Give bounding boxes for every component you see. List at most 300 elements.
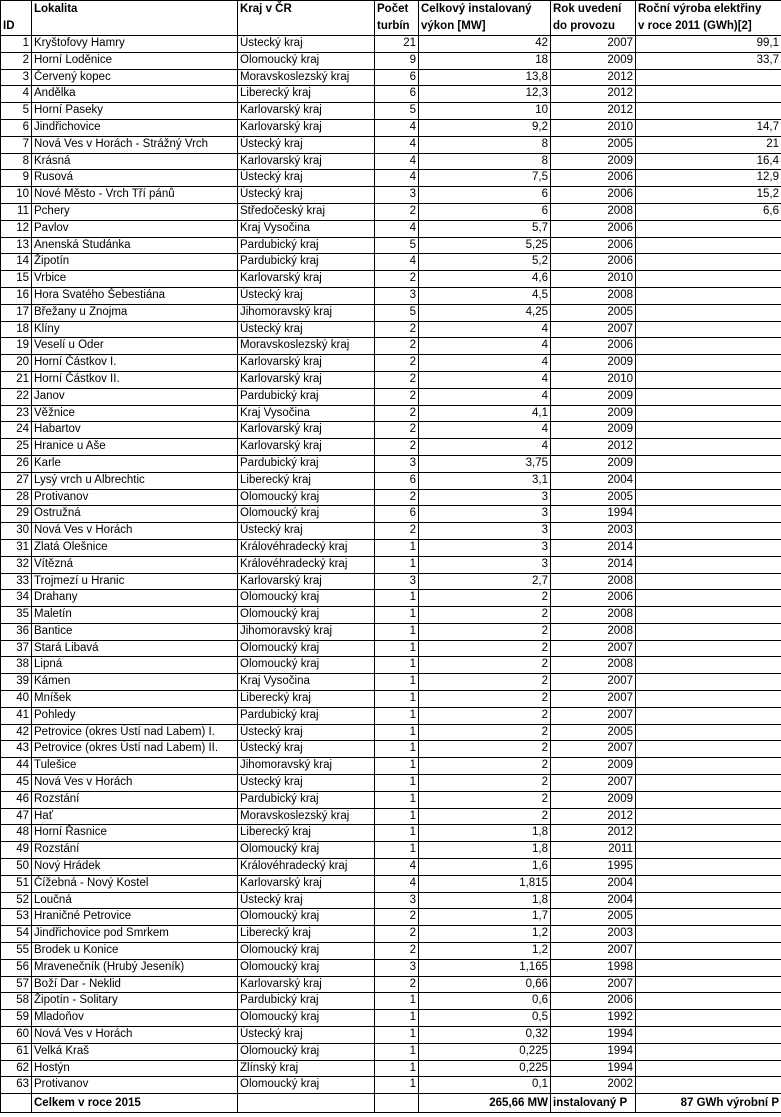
cell-lokalita: Ostružná [32, 506, 238, 523]
footer-vykon-total: 265,66 MW [419, 1094, 551, 1113]
cell-vyroba [636, 590, 781, 607]
cell-rok: 2014 [551, 539, 636, 556]
cell-pocet: 1 [375, 825, 419, 842]
cell-lokalita: Pohledy [32, 707, 238, 724]
cell-id: 16 [1, 287, 32, 304]
cell-vykon: 4 [419, 355, 551, 372]
cell-vykon: 1,2 [419, 926, 551, 943]
cell-vyroba: 14,7 [636, 119, 781, 136]
cell-kraj: Olomoucký kraj [238, 1077, 375, 1094]
cell-id: 14 [1, 254, 32, 271]
cell-lokalita: Jindřichovice pod Smrkem [32, 926, 238, 943]
cell-pocet: 1 [375, 640, 419, 657]
cell-rok: 2012 [551, 825, 636, 842]
cell-rok: 2011 [551, 842, 636, 859]
cell-vyroba [636, 455, 781, 472]
cell-pocet: 2 [375, 422, 419, 439]
cell-rok: 1994 [551, 1043, 636, 1060]
cell-vyroba [636, 539, 781, 556]
cell-pocet: 4 [375, 220, 419, 237]
table-row [1, 86, 781, 103]
table-row [1, 103, 781, 120]
cell-lokalita: Mníšek [32, 691, 238, 708]
cell-vyroba: 21 [636, 136, 781, 153]
cell-pocet: 6 [375, 472, 419, 489]
footer-row [1, 1094, 781, 1113]
table-row [1, 287, 781, 304]
cell-rok: 2009 [551, 422, 636, 439]
cell-lokalita: Protivanov [32, 1077, 238, 1094]
cell-vykon: 2 [419, 657, 551, 674]
cell-rok: 1998 [551, 959, 636, 976]
cell-pocet: 1 [375, 808, 419, 825]
cell-kraj: Liberecký kraj [238, 691, 375, 708]
cell-id: 40 [1, 691, 32, 708]
cell-kraj: Jihomoravský kraj [238, 304, 375, 321]
cell-lokalita: Horní Paseky [32, 103, 238, 120]
cell-id: 28 [1, 489, 32, 506]
cell-vyroba [636, 640, 781, 657]
cell-vykon: 3,75 [419, 455, 551, 472]
cell-rok: 2004 [551, 472, 636, 489]
cell-lokalita: Žipotín [32, 254, 238, 271]
cell-pocet: 2 [375, 388, 419, 405]
cell-rok: 1994 [551, 1060, 636, 1077]
cell-rok: 2006 [551, 237, 636, 254]
cell-lokalita: Čížebná - Nový Kostel [32, 875, 238, 892]
header-vykon-line2: výkon [MW] [419, 18, 551, 36]
cell-vyroba [636, 573, 781, 590]
cell-kraj: Ústecký kraj [238, 170, 375, 187]
cell-vyroba [636, 506, 781, 523]
cell-lokalita: Maletín [32, 607, 238, 624]
cell-vyroba [636, 69, 781, 86]
cell-id: 54 [1, 926, 32, 943]
cell-rok: 2007 [551, 707, 636, 724]
cell-kraj: Moravskoslezský kraj [238, 808, 375, 825]
cell-vyroba [636, 237, 781, 254]
cell-id: 20 [1, 355, 32, 372]
cell-kraj: Kraj Vysočina [238, 674, 375, 691]
cell-pocet: 1 [375, 724, 419, 741]
cell-vyroba [636, 355, 781, 372]
cell-kraj: Liberecký kraj [238, 86, 375, 103]
cell-id: 37 [1, 640, 32, 657]
cell-vykon: 2 [419, 674, 551, 691]
cell-vykon: 0,66 [419, 976, 551, 993]
cell-kraj: Královéhradecký kraj [238, 539, 375, 556]
cell-kraj: Olomoucký kraj [238, 909, 375, 926]
header-lokalita: Lokalita [32, 1, 238, 19]
table-row [1, 842, 781, 859]
cell-vyroba [636, 86, 781, 103]
cell-kraj: Karlovarský kraj [238, 439, 375, 456]
table-row [1, 775, 781, 792]
table-row [1, 556, 781, 573]
cell-vykon: 1,7 [419, 909, 551, 926]
cell-vykon: 2 [419, 758, 551, 775]
cell-lokalita: Hranice u Aše [32, 439, 238, 456]
header-kraj-blank [238, 18, 375, 36]
cell-kraj: Karlovarský kraj [238, 271, 375, 288]
cell-vyroba [636, 623, 781, 640]
cell-rok: 2002 [551, 1077, 636, 1094]
cell-vykon: 6 [419, 203, 551, 220]
cell-rok: 2006 [551, 993, 636, 1010]
cell-pocet: 2 [375, 355, 419, 372]
cell-rok: 2007 [551, 741, 636, 758]
cell-pocet: 3 [375, 573, 419, 590]
cell-vykon: 4 [419, 371, 551, 388]
cell-kraj: Ústecký kraj [238, 775, 375, 792]
cell-pocet: 2 [375, 439, 419, 456]
header-rok-line2: do provozu [551, 18, 636, 36]
table-row [1, 573, 781, 590]
cell-lokalita: Nová Ves v Horách [32, 1027, 238, 1044]
cell-vyroba [636, 691, 781, 708]
cell-rok: 2006 [551, 187, 636, 204]
cell-lokalita: Brodek u Konice [32, 943, 238, 960]
cell-vyroba [636, 489, 781, 506]
cell-lokalita: Klíny [32, 321, 238, 338]
cell-pocet: 4 [375, 875, 419, 892]
cell-vyroba [636, 472, 781, 489]
table-row [1, 153, 781, 170]
cell-vykon: 0,5 [419, 1010, 551, 1027]
cell-vyroba [636, 707, 781, 724]
cell-kraj: Ústecký kraj [238, 136, 375, 153]
cell-kraj: Ústecký kraj [238, 523, 375, 540]
footer-kraj-blank [238, 1094, 375, 1113]
cell-vyroba [636, 909, 781, 926]
table-row [1, 388, 781, 405]
cell-vyroba [636, 388, 781, 405]
cell-kraj: Ústecký kraj [238, 741, 375, 758]
cell-vyroba [636, 1027, 781, 1044]
cell-id: 32 [1, 556, 32, 573]
cell-rok: 2010 [551, 371, 636, 388]
cell-vykon: 8 [419, 153, 551, 170]
cell-pocet: 1 [375, 1077, 419, 1094]
cell-id: 35 [1, 607, 32, 624]
table-row [1, 707, 781, 724]
cell-vykon: 3 [419, 539, 551, 556]
cell-pocet: 1 [375, 623, 419, 640]
cell-kraj: Olomoucký kraj [238, 1010, 375, 1027]
cell-vyroba: 33,7 [636, 52, 781, 69]
cell-lokalita: Karle [32, 455, 238, 472]
header-row-1 [1, 1, 781, 19]
cell-lokalita: Drahany [32, 590, 238, 607]
cell-vykon: 3 [419, 489, 551, 506]
cell-id: 11 [1, 203, 32, 220]
cell-lokalita: Nová Ves v Horách [32, 523, 238, 540]
cell-vyroba [636, 422, 781, 439]
cell-rok: 2010 [551, 119, 636, 136]
cell-lokalita: Horní Řasnice [32, 825, 238, 842]
cell-vyroba [636, 439, 781, 456]
cell-vyroba [636, 254, 781, 271]
cell-id: 22 [1, 388, 32, 405]
cell-id: 4 [1, 86, 32, 103]
cell-id: 44 [1, 758, 32, 775]
cell-kraj: Karlovarský kraj [238, 976, 375, 993]
header-row-2 [1, 18, 781, 36]
table-row [1, 791, 781, 808]
cell-id: 34 [1, 590, 32, 607]
cell-pocet: 4 [375, 119, 419, 136]
cell-id: 12 [1, 220, 32, 237]
cell-vyroba [636, 1077, 781, 1094]
cell-id: 61 [1, 1043, 32, 1060]
table-row [1, 355, 781, 372]
header-lokalita-blank [32, 18, 238, 36]
cell-vykon: 1,2 [419, 943, 551, 960]
cell-vyroba [636, 791, 781, 808]
table-row [1, 371, 781, 388]
cell-kraj: Karlovarský kraj [238, 422, 375, 439]
cell-pocet: 2 [375, 909, 419, 926]
cell-pocet: 2 [375, 523, 419, 540]
cell-lokalita: Lipná [32, 657, 238, 674]
cell-vyroba [636, 405, 781, 422]
cell-pocet: 2 [375, 976, 419, 993]
table-row [1, 674, 781, 691]
table-row [1, 943, 781, 960]
cell-rok: 2005 [551, 724, 636, 741]
cell-pocet: 1 [375, 691, 419, 708]
cell-lokalita: Horní Částkov I. [32, 355, 238, 372]
cell-pocet: 6 [375, 506, 419, 523]
table-row [1, 976, 781, 993]
cell-id: 15 [1, 271, 32, 288]
cell-vyroba: 99,1 [636, 36, 781, 53]
cell-vyroba [636, 959, 781, 976]
cell-id: 59 [1, 1010, 32, 1027]
cell-vyroba: 16,4 [636, 153, 781, 170]
cell-kraj: Jihomoravský kraj [238, 623, 375, 640]
cell-kraj: Olomoucký kraj [238, 489, 375, 506]
cell-lokalita: Mladoňov [32, 1010, 238, 1027]
cell-id: 19 [1, 338, 32, 355]
cell-vykon: 0,32 [419, 1027, 551, 1044]
cell-lokalita: Nová Ves v Horách - Strážný Vrch [32, 136, 238, 153]
cell-rok: 2014 [551, 556, 636, 573]
cell-vyroba [636, 287, 781, 304]
footer-pocet-blank [375, 1094, 419, 1113]
cell-pocet: 1 [375, 842, 419, 859]
header-vyroba-line1: Roční výroba elektřiny [636, 1, 781, 19]
header-rok-line1: Rok uvedení [551, 1, 636, 19]
cell-vykon: 4 [419, 388, 551, 405]
cell-rok: 2009 [551, 405, 636, 422]
table-row [1, 892, 781, 909]
table-row [1, 422, 781, 439]
cell-kraj: Ústecký kraj [238, 892, 375, 909]
cell-kraj: Pardubický kraj [238, 707, 375, 724]
cell-vykon: 0,225 [419, 1043, 551, 1060]
cell-id: 51 [1, 875, 32, 892]
cell-vyroba [636, 523, 781, 540]
cell-kraj: Olomoucký kraj [238, 506, 375, 523]
cell-lokalita: Protivanov [32, 489, 238, 506]
header-kraj: Kraj v ČR [238, 1, 375, 19]
table-row [1, 1010, 781, 1027]
cell-pocet: 4 [375, 254, 419, 271]
cell-kraj: Karlovarský kraj [238, 119, 375, 136]
cell-pocet: 3 [375, 892, 419, 909]
cell-lokalita: Nové Město - Vrch Tří pánů [32, 187, 238, 204]
cell-vyroba [636, 775, 781, 792]
cell-rok: 2008 [551, 573, 636, 590]
table-row [1, 993, 781, 1010]
table-row [1, 69, 781, 86]
cell-lokalita: Krásná [32, 153, 238, 170]
cell-vyroba [636, 825, 781, 842]
table-row [1, 220, 781, 237]
cell-pocet: 2 [375, 338, 419, 355]
cell-rok: 2006 [551, 170, 636, 187]
cell-rok: 2003 [551, 926, 636, 943]
cell-lokalita: Anenská Studánka [32, 237, 238, 254]
cell-lokalita: Janov [32, 388, 238, 405]
table-row [1, 859, 781, 876]
cell-vyroba [636, 1060, 781, 1077]
cell-id: 33 [1, 573, 32, 590]
footer-vyroba: 87 GWh výrobní P [636, 1094, 781, 1113]
cell-id: 49 [1, 842, 32, 859]
cell-lokalita: Rusová [32, 170, 238, 187]
cell-kraj: Pardubický kraj [238, 388, 375, 405]
cell-vyroba [636, 859, 781, 876]
cell-id: 26 [1, 455, 32, 472]
cell-lokalita: Boží Dar - Neklid [32, 976, 238, 993]
cell-vykon: 0,225 [419, 1060, 551, 1077]
cell-vykon: 3 [419, 523, 551, 540]
cell-id: 8 [1, 153, 32, 170]
table-row [1, 539, 781, 556]
cell-rok: 2009 [551, 791, 636, 808]
cell-lokalita: Habartov [32, 422, 238, 439]
cell-vykon: 2 [419, 741, 551, 758]
footer-id-blank [1, 1094, 32, 1113]
cell-lokalita: Loučná [32, 892, 238, 909]
cell-vyroba [636, 607, 781, 624]
cell-vykon: 10 [419, 103, 551, 120]
cell-vyroba: 12,9 [636, 170, 781, 187]
cell-pocet: 4 [375, 153, 419, 170]
table-row [1, 36, 781, 53]
cell-vyroba [636, 976, 781, 993]
cell-id: 13 [1, 237, 32, 254]
cell-id: 10 [1, 187, 32, 204]
cell-pocet: 6 [375, 86, 419, 103]
cell-vykon: 2 [419, 607, 551, 624]
cell-vykon: 3 [419, 556, 551, 573]
table-row [1, 271, 781, 288]
cell-pocet: 2 [375, 489, 419, 506]
cell-kraj: Olomoucký kraj [238, 607, 375, 624]
cell-rok: 2006 [551, 254, 636, 271]
cell-rok: 2008 [551, 203, 636, 220]
table-row [1, 254, 781, 271]
cell-vykon: 6 [419, 187, 551, 204]
cell-id: 1 [1, 36, 32, 53]
cell-vyroba [636, 892, 781, 909]
table-row [1, 640, 781, 657]
cell-kraj: Karlovarský kraj [238, 875, 375, 892]
cell-pocet: 4 [375, 170, 419, 187]
cell-pocet: 1 [375, 657, 419, 674]
cell-id: 21 [1, 371, 32, 388]
cell-rok: 2008 [551, 287, 636, 304]
cell-lokalita: Lysý vrch u Albrechtic [32, 472, 238, 489]
cell-vyroba [636, 758, 781, 775]
cell-vyroba [636, 875, 781, 892]
cell-vykon: 2 [419, 640, 551, 657]
cell-pocet: 21 [375, 36, 419, 53]
cell-vykon: 4,1 [419, 405, 551, 422]
cell-id: 7 [1, 136, 32, 153]
table-row [1, 338, 781, 355]
cell-pocet: 2 [375, 405, 419, 422]
cell-kraj: Liberecký kraj [238, 472, 375, 489]
cell-pocet: 9 [375, 52, 419, 69]
cell-vykon: 4,6 [419, 271, 551, 288]
cell-pocet: 1 [375, 1010, 419, 1027]
cell-id: 41 [1, 707, 32, 724]
cell-rok: 2012 [551, 808, 636, 825]
cell-lokalita: Stará Libavá [32, 640, 238, 657]
table-row [1, 909, 781, 926]
cell-vykon: 2,7 [419, 573, 551, 590]
cell-rok: 1994 [551, 506, 636, 523]
cell-pocet: 1 [375, 741, 419, 758]
cell-kraj: Pardubický kraj [238, 254, 375, 271]
cell-pocet: 3 [375, 959, 419, 976]
cell-rok: 2007 [551, 640, 636, 657]
cell-kraj: Pardubický kraj [238, 791, 375, 808]
cell-kraj: Olomoucký kraj [238, 640, 375, 657]
cell-id: 62 [1, 1060, 32, 1077]
cell-kraj: Liberecký kraj [238, 825, 375, 842]
table-row [1, 489, 781, 506]
cell-id: 39 [1, 674, 32, 691]
table-row [1, 741, 781, 758]
cell-pocet: 1 [375, 607, 419, 624]
cell-kraj: Pardubický kraj [238, 993, 375, 1010]
cell-lokalita: Jindřichovice [32, 119, 238, 136]
cell-lokalita: Veselí u Oder [32, 338, 238, 355]
cell-lokalita: Bantice [32, 623, 238, 640]
cell-id: 60 [1, 1027, 32, 1044]
cell-vykon: 2 [419, 623, 551, 640]
cell-lokalita: Pchery [32, 203, 238, 220]
table-row [1, 506, 781, 523]
table-row [1, 1027, 781, 1044]
cell-id: 30 [1, 523, 32, 540]
cell-vykon: 1,8 [419, 892, 551, 909]
cell-id: 43 [1, 741, 32, 758]
cell-id: 63 [1, 1077, 32, 1094]
table-row [1, 523, 781, 540]
cell-id: 9 [1, 170, 32, 187]
cell-pocet: 1 [375, 707, 419, 724]
cell-pocet: 2 [375, 926, 419, 943]
cell-vykon: 7,5 [419, 170, 551, 187]
cell-rok: 2006 [551, 338, 636, 355]
cell-pocet: 1 [375, 1060, 419, 1077]
